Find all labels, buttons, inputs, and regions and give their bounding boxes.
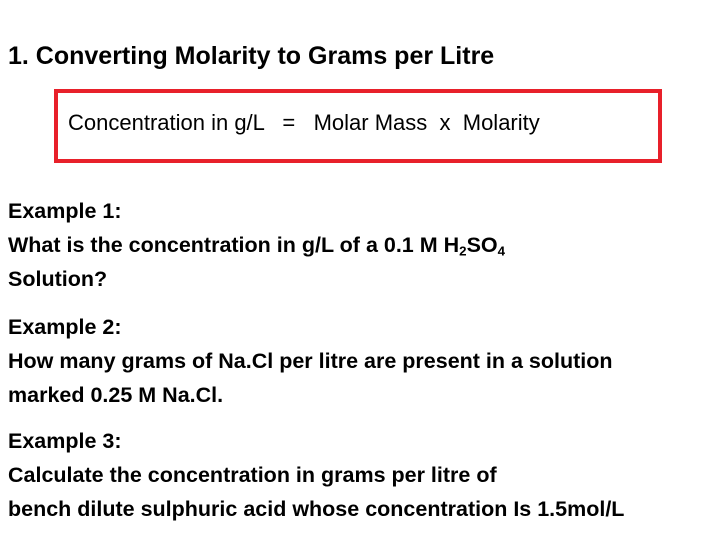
example-1-question-end: Solution? <box>8 267 108 291</box>
subscript-2: 2 <box>459 243 467 259</box>
example-2-question: How many grams of Na.Cl per litre are present in a solution <box>8 349 613 373</box>
example-1-question-text: What is the concentration in g/L of a 0.1 M H <box>8 233 460 257</box>
example-2-heading: Example 2: <box>8 315 122 339</box>
example-3-question: Calculate the concentration in grams per litre of <box>8 463 497 487</box>
example-3-heading: Example 3: <box>8 429 122 453</box>
formula-so: SO <box>466 233 498 257</box>
example-2-question-end: marked 0.25 M Na.Cl. <box>8 383 224 407</box>
example-1 <box>8 194 505 296</box>
example-3-question-end: bench dilute sulphuric acid whose concentration Is 1.5mol/L <box>8 497 625 521</box>
subscript-4: 4 <box>497 243 506 259</box>
formula-text: Concentration in g/L = Molar Mass x Molarity <box>68 110 540 135</box>
example-1-heading: Example 1: <box>8 199 122 223</box>
formula-box <box>54 89 662 163</box>
slide-title: 1. Converting Molarity to Grams per Litre <box>8 42 495 70</box>
example-1-question <box>8 228 505 262</box>
example-3 <box>8 424 624 526</box>
example-2 <box>8 310 613 412</box>
